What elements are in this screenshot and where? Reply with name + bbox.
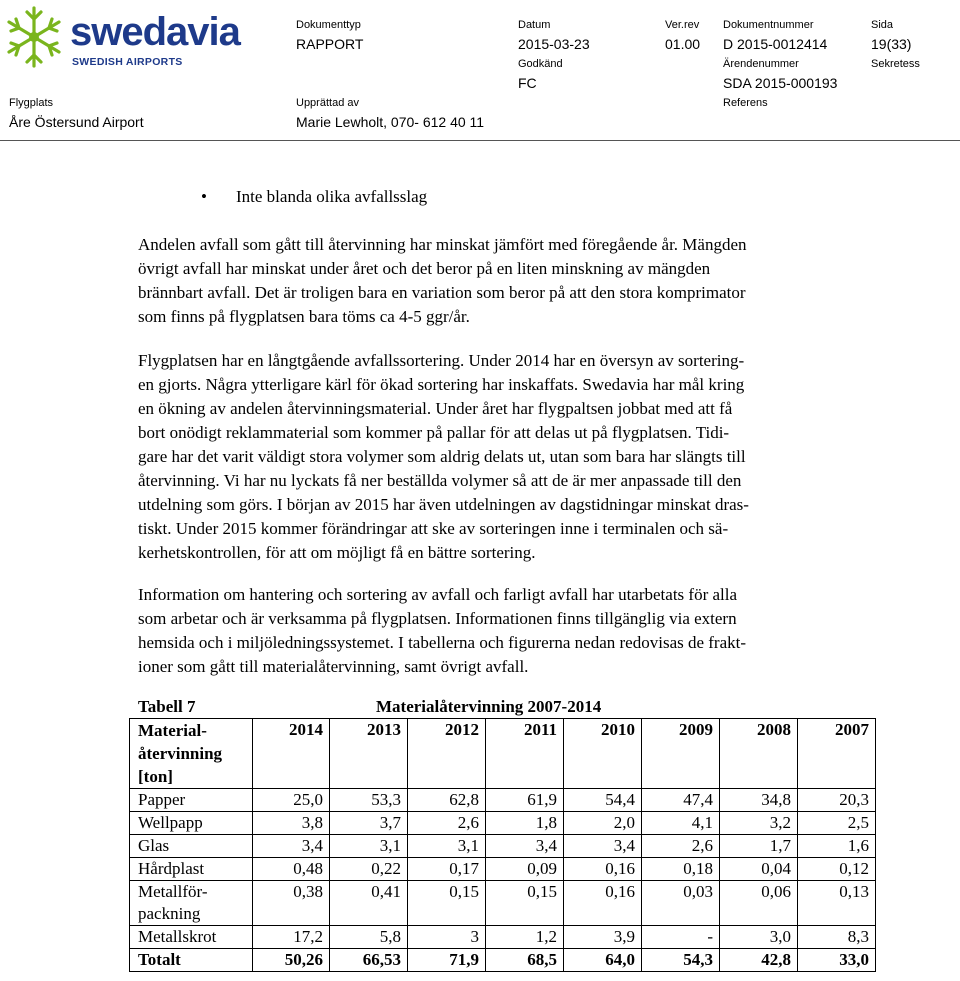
header-line: återvinning (138, 744, 223, 763)
total-cell: 33,0 (798, 949, 876, 972)
paragraph2-line: kerhetskontrollen, för att om möjligt få en bättre sortering. (138, 543, 536, 562)
document-header (0, 0, 960, 142)
table-cell: 20,3 (798, 789, 876, 812)
total-cell: 68,5 (486, 949, 564, 972)
table-cell: 54,4 (564, 789, 642, 812)
table-cell: 0,41 (330, 881, 408, 926)
table-cell: 1,8 (486, 812, 564, 835)
table-cell: - (642, 926, 720, 949)
total-cell: 66,53 (330, 949, 408, 972)
table-cell: 2,6 (408, 812, 486, 835)
table-cell: 0,09 (486, 858, 564, 881)
paragraph1-line: brännbart avfall. Det är troligen bara en variation som beror på att den stora komprimator (138, 283, 746, 302)
table-cell: 3 (408, 926, 486, 949)
year-header: 2010 (564, 719, 642, 789)
table-cell: 0,12 (798, 858, 876, 881)
table-cell: 0,22 (330, 858, 408, 881)
table-cell: 8,3 (798, 926, 876, 949)
paragraph1-line: Andelen avfall som gått till återvinning har minskat jämfört med föregående år. Mängden (138, 235, 747, 254)
upprattad-label: Upprättad av (296, 97, 359, 109)
table-header-row (130, 719, 876, 789)
total-cell: 71,9 (408, 949, 486, 972)
table-cell: 0,48 (253, 858, 330, 881)
table-cell: 0,15 (408, 881, 486, 926)
table-cell: 4,1 (642, 812, 720, 835)
table-cell: 3,4 (253, 835, 330, 858)
table-cell: 0,18 (642, 858, 720, 881)
total-cell: 42,8 (720, 949, 798, 972)
table-cell: 3,4 (486, 835, 564, 858)
row-label-line: Metallför- (138, 882, 208, 901)
godkand-value: FC (518, 75, 537, 91)
table-cell: 47,4 (642, 789, 720, 812)
year-header: 2009 (642, 719, 720, 789)
table-cell: 53,3 (330, 789, 408, 812)
table-cell: 0,15 (486, 881, 564, 926)
table-row (130, 812, 876, 835)
table-cell: 0,17 (408, 858, 486, 881)
swedavia-logo (0, 2, 240, 72)
dokumenttyp-value: RAPPORT (296, 36, 364, 52)
paragraph2-line: en ökning av andelen återvinningsmaterial. Under året har flygpaltsen jobbat med att få (138, 399, 733, 418)
row-label-line: packning (138, 904, 201, 923)
table-row (130, 789, 876, 812)
table-cell: 1,7 (720, 835, 798, 858)
row-label: Metallskrot (130, 926, 253, 949)
dokumenttyp-label: Dokumenttyp (296, 19, 361, 31)
table-cell: 5,8 (330, 926, 408, 949)
table-cell: 1,6 (798, 835, 876, 858)
table-cell: 3,4 (564, 835, 642, 858)
materialatervinning-table (129, 718, 876, 972)
upprattad-value: Marie Lewholt, 070- 612 40 11 (296, 114, 485, 130)
row-label: Glas (130, 835, 253, 858)
row-label: Papper (130, 789, 253, 812)
logo-subtitle: SWEDISH AIRPORTS (72, 56, 183, 68)
paragraph2-line: tiskt. Under 2015 kommer förändringar att ske av sorteringen inne i terminalen och sä- (138, 519, 729, 538)
year-header: 2007 (798, 719, 876, 789)
table-cell: 62,8 (408, 789, 486, 812)
dokumentnummer-value: D 2015-0012414 (723, 36, 828, 52)
table-cell: 25,0 (253, 789, 330, 812)
paragraph2-line: Flygplatsen har en långtgående avfallssortering. Under 2014 har en översyn av sortering- (138, 351, 745, 370)
table-cell: 0,03 (642, 881, 720, 926)
row-label: Wellpapp (130, 812, 253, 835)
row-label (130, 881, 253, 926)
table-cell: 3,2 (720, 812, 798, 835)
dokumentnummer-label: Dokumentnummer (723, 19, 814, 31)
table-row (130, 881, 876, 926)
total-cell: 64,0 (564, 949, 642, 972)
year-header: 2013 (330, 719, 408, 789)
total-cell: 54,3 (642, 949, 720, 972)
bullet-text: Inte blanda olika avfallsslag (236, 187, 428, 206)
table-cell: 2,5 (798, 812, 876, 835)
header-divider (0, 140, 960, 141)
header-line: [ton] (138, 767, 173, 786)
table-caption-label: Tabell 7 (138, 697, 196, 716)
sida-label: Sida (871, 19, 894, 31)
header-line: Material- (138, 721, 207, 740)
flygplats-label: Flygplats (9, 97, 54, 109)
bullet-icon: • (201, 187, 207, 206)
paragraph3-line: som arbetar och är verksamma på flygplatsen. Informationen finns tillgänglig via extern (138, 609, 737, 628)
table-cell: 3,1 (408, 835, 486, 858)
table-cell: 3,9 (564, 926, 642, 949)
paragraph1-line: övrigt avfall har minskat under året och det beror på en liten minskning av mängden (138, 259, 711, 278)
arendenummer-value: SDA 2015-000193 (723, 75, 838, 91)
sida-value: 19(33) (871, 36, 912, 52)
table-cell: 2,0 (564, 812, 642, 835)
year-header: 2012 (408, 719, 486, 789)
table-cell: 17,2 (253, 926, 330, 949)
year-header: 2011 (486, 719, 564, 789)
verrev-label: Ver.rev (665, 19, 700, 31)
datum-label: Datum (518, 19, 551, 31)
table-cell: 3,8 (253, 812, 330, 835)
year-header: 2008 (720, 719, 798, 789)
logo-wordmark: swedavia (70, 10, 240, 54)
table-cell: 34,8 (720, 789, 798, 812)
table-caption-title: Materialåtervinning 2007-2014 (376, 697, 602, 716)
table-cell: 0,13 (798, 881, 876, 926)
table-total-row (130, 949, 876, 972)
table-cell: 61,9 (486, 789, 564, 812)
paragraph3-line: hemsida och i miljöledningssystemet. I tabellerna och figurerna nedan redovisas de frakt- (138, 633, 747, 652)
paragraph2-line: gare har det varit väldigt stora volymer som aldrig delats ut, utan som bara har slängts till (138, 447, 746, 466)
table-cell: 3,0 (720, 926, 798, 949)
year-header: 2014 (253, 719, 330, 789)
paragraph1-line: som finns på flygplatsen bara töms ca 4-5 ggr/år. (138, 307, 470, 326)
table-row (130, 926, 876, 949)
godkand-label: Godkänd (518, 58, 563, 70)
table-row (130, 858, 876, 881)
paragraph3-line: ioner som gått till materialåtervinning, samt övrigt avfall. (138, 657, 529, 676)
paragraph2-line: bort onödigt reklammaterial som kommer på pallar för att delas ut på flygplatsen. Tidi- (138, 423, 730, 442)
paragraph2-line: återvinning. Vi har nu lyckats få ner beställda volymer så att de är mer anpassade till den (138, 471, 742, 490)
datum-value: 2015-03-23 (518, 36, 590, 52)
arendenummer-label: Ärendenummer (723, 58, 799, 70)
table-header-material (130, 719, 253, 789)
table-cell: 0,16 (564, 858, 642, 881)
paragraph2-line: en gjorts. Några ytterligare kärl för ökad sortering har inskaffats. Swedavia har mål kring (138, 375, 745, 394)
table-row (130, 835, 876, 858)
table-cell: 3,7 (330, 812, 408, 835)
table-cell: 1,2 (486, 926, 564, 949)
referens-label: Referens (723, 97, 768, 109)
table-cell: 0,38 (253, 881, 330, 926)
paragraph2-line: utdelning som görs. I början av 2015 har även utdelningen av dagstidningar minskat dras- (138, 495, 749, 514)
total-label: Totalt (130, 949, 253, 972)
table-cell: 0,04 (720, 858, 798, 881)
table-cell: 2,6 (642, 835, 720, 858)
sekretess-label: Sekretess (871, 58, 920, 70)
snowflake-logo-icon (3, 4, 65, 70)
flygplats-value: Åre Östersund Airport (9, 114, 144, 130)
paragraph3-line: Information om hantering och sortering av avfall och farligt avfall har utarbetats för alla (138, 585, 738, 604)
row-label: Hårdplast (130, 858, 253, 881)
total-cell: 50,26 (253, 949, 330, 972)
table-cell: 0,16 (564, 881, 642, 926)
table-cell: 0,06 (720, 881, 798, 926)
verrev-value: 01.00 (665, 36, 701, 52)
table-cell: 3,1 (330, 835, 408, 858)
